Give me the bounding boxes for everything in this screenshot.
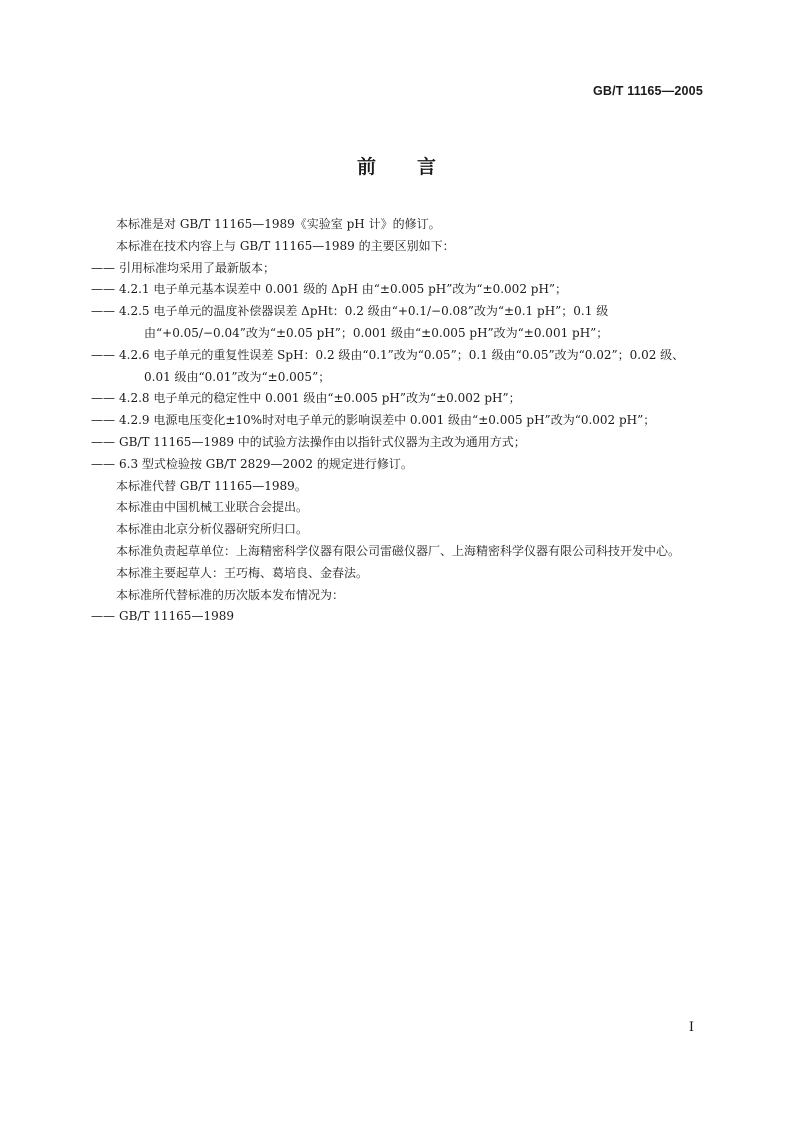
list-dash: ——	[91, 260, 115, 275]
list-item-text: 引用标准均采用了最新版本；	[119, 260, 276, 275]
list-dash: ——	[91, 304, 115, 319]
list-item	[91, 301, 703, 345]
history-item-text: GB/T 11165—1989	[119, 609, 234, 624]
list-dash: ——	[91, 434, 115, 449]
list-item-text: 4.2.9 电源电压变化±10%时对电子单元的影响误差中 0.001 级由“±0.005 pH”改为“0.002 pH”；	[119, 413, 656, 428]
paragraph: 本标准由北京分析仪器研究所归口。	[116, 522, 309, 537]
list-item	[91, 606, 703, 628]
list-item	[91, 410, 703, 432]
standard-number: GB/T 11165—2005	[592, 84, 703, 98]
paragraph: 本标准代替 GB/T 11165—1989。	[116, 478, 307, 493]
page-number: I	[688, 1020, 694, 1035]
list-dash: ——	[91, 413, 115, 428]
list-dash: ——	[91, 456, 115, 471]
paragraph: 本标准负责起草单位：上海精密科学仪器有限公司雷磁仪器厂、上海精密科学仪器有限公司科技开发中心。	[116, 543, 681, 558]
paragraph: 本标准在技术内容上与 GB/T 11165—1989 的主要区别如下：	[116, 238, 455, 253]
list-dash: ——	[91, 391, 115, 406]
list-item	[91, 454, 703, 476]
title-char-1: 前	[356, 156, 377, 178]
list-item-text: GB/T 11165—1989 中的试验方法操作由以指针式仪器为主改为通用方式；	[119, 434, 526, 449]
list-item-text: 4.2.8 电子单元的稳定性中 0.001 级由“±0.005 pH”改为“±0.002 pH”；	[119, 391, 521, 406]
list-item	[91, 345, 703, 389]
paragraph: 本标准所代替标准的历次版本发布情况为：	[116, 587, 345, 602]
list-dash: ——	[91, 347, 115, 362]
paragraph: 本标准是对 GB/T 11165—1989《实验室 pH 计》的修订。	[116, 217, 441, 231]
list-item	[91, 432, 703, 454]
list-item-text: 6.3 型式检验按 GB/T 2829—2002 的规定进行修订。	[119, 456, 413, 471]
list-item-text: 4.2.5 电子单元的温度补偿器误差 ΔpHt：0.2 级由“+0.1/−0.08”改为“±0.1 pH”；0.1 级由“+0.05/−0.04”改为“±0.05 pH”；0.001 级由“±0.005 pH”改为“±0.001 pH”；	[119, 304, 609, 340]
paragraph: 本标准主要起草人：王巧梅、葛培良、金春法。	[116, 565, 369, 580]
list-item	[91, 279, 703, 301]
foreword-body	[91, 214, 703, 628]
list-dash: ——	[91, 282, 115, 297]
page-title	[0, 152, 794, 179]
list-item-text: 4.2.6 电子单元的重复性误差 SpH：0.2 级由“0.1”改为“0.05”；0.1 级由“0.05”改为“0.02”；0.02 级、0.01 级由“0.01”改为“±0.005”；	[119, 347, 685, 384]
paragraph: 本标准由中国机械工业联合会提出。	[116, 500, 309, 515]
list-item-text: 4.2.1 电子单元基本误差中 0.001 级的 ΔpH 由“±0.005 pH”改为“±0.002 pH”；	[119, 282, 568, 297]
title-char-2: 言	[417, 156, 438, 178]
list-item	[91, 388, 703, 410]
list-dash: ——	[91, 609, 115, 624]
list-item	[91, 258, 703, 280]
